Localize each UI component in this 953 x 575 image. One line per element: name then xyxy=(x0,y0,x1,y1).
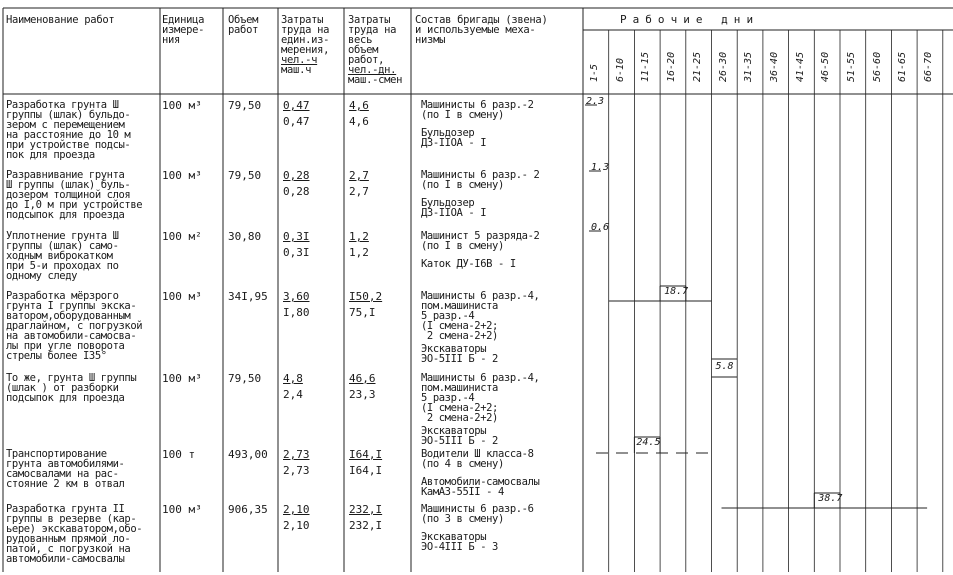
machine-text-line: Экскаваторы xyxy=(421,531,487,543)
work-name-line: подсыпок для проезда xyxy=(6,209,125,221)
unit-value: 100 м³ xyxy=(162,503,202,516)
work-name-line: группы в резерве (кар- xyxy=(6,513,137,525)
work-name-line: Ш группы (шлак) буль- xyxy=(6,179,131,191)
unit-value: 100 м³ xyxy=(162,372,202,385)
duration-label: 24.5 xyxy=(636,437,661,448)
cost-total-value: I64,I xyxy=(349,448,383,461)
unit-value: 100 т xyxy=(162,448,196,461)
work-name-line: на расстояние до 10 м xyxy=(6,129,131,141)
machine-text-line: Автомобили-самосвалы xyxy=(421,476,540,488)
cost-total-machine-value: I64,I xyxy=(349,464,383,477)
work-name-line: при 5-и проходах по xyxy=(6,260,119,272)
header-work-days: Р а б о ч и е д н и xyxy=(620,13,753,26)
unit-value: 100 м³ xyxy=(162,290,202,303)
day-label: 21-25 xyxy=(691,51,703,82)
crew-text-line: 2 смена-2+2) xyxy=(421,330,498,342)
cost-unit-machine-value: I,80 xyxy=(283,306,310,319)
work-name-line: грунта автомобилями- xyxy=(6,458,125,470)
machine-text-line: ДЗ-IIОА - I xyxy=(421,137,487,149)
header-volume-line: Объем xyxy=(228,14,259,26)
header-cost-total-line: чел.-дн. xyxy=(348,64,397,76)
work-name-line: дозером толщиной слоя xyxy=(6,189,131,201)
volume-value: 79,50 xyxy=(228,372,262,385)
unit-value: 100 м³ xyxy=(162,99,202,112)
work-name-line: Разработка грунта Ш xyxy=(6,99,119,111)
work-name-line: рудованным прямой ло- xyxy=(6,533,131,545)
header-volume-line: работ xyxy=(228,24,259,36)
header-cost-unit-line: един.из- xyxy=(281,34,330,46)
cost-total-machine-value: 4,6 xyxy=(349,115,369,128)
cost-total-machine-value: 232,I xyxy=(349,519,383,532)
cost-unit-machine-value: 0,28 xyxy=(283,185,310,198)
work-name-line: группы (шлак) само- xyxy=(6,240,119,252)
cost-total-machine-value: 2,7 xyxy=(349,185,369,198)
machine-text-line: ЭО-4III Б - 3 xyxy=(421,541,498,553)
cost-total-value: 46,6 xyxy=(349,372,376,385)
work-name-line: Разравнивание грунта xyxy=(6,169,125,181)
work-name-line: до I,0 м при устройстве xyxy=(6,199,143,211)
machine-text-line: ЭО-5III Б - 2 xyxy=(421,435,498,447)
crew-text-line: (I смена-2+2; xyxy=(421,320,498,332)
crew-text-line: (по I в смену) xyxy=(421,179,504,191)
unit-value: 100 м² xyxy=(162,230,202,243)
header-cost-total-line: весь xyxy=(348,34,373,46)
cost-total-machine-value: 23,3 xyxy=(349,388,376,401)
volume-value: 30,80 xyxy=(228,230,262,243)
work-name-line: (шлак ) от разборки xyxy=(6,382,119,394)
cost-unit-machine-value: 0,3I xyxy=(283,246,310,259)
work-name-line: при устройстве подсы- xyxy=(6,139,131,151)
volume-value: 906,35 xyxy=(228,503,268,516)
day-label: 61-65 xyxy=(897,51,909,82)
header-cost-total-line: работ, xyxy=(348,54,385,66)
machine-text-line: Бульдозер xyxy=(421,197,475,209)
volume-value: 34I,95 xyxy=(228,290,268,303)
volume-value: 493,00 xyxy=(228,448,268,461)
cost-unit-value: 2,73 xyxy=(283,448,310,461)
day-label: 66-70 xyxy=(923,51,935,82)
work-name-line: пок для проезда xyxy=(6,149,95,161)
day-label: 11-15 xyxy=(640,51,652,82)
duration-label: 0.6 xyxy=(591,222,610,233)
work-name-line: Разработка грунта II xyxy=(6,503,125,515)
crew-text-line: (по I в смену) xyxy=(421,109,504,121)
header-unit-line: измере- xyxy=(162,24,205,36)
day-label: 51-55 xyxy=(846,51,857,82)
work-name-line: драглайном, с погрузкой xyxy=(6,320,143,332)
crew-text-line: Машинисты 6 разр.-4, xyxy=(421,372,540,384)
volume-value: 79,50 xyxy=(228,169,262,182)
crew-text-line: Машинисты 6 разр.-6 xyxy=(421,503,534,515)
header-unit-line: ния xyxy=(162,34,181,46)
day-label: 56-60 xyxy=(871,51,883,82)
header-cost-total-line: маш.-смен xyxy=(348,74,403,86)
work-name-line: зером с перемещением xyxy=(6,119,125,131)
machine-text-line: ДЗ-IIОА - I xyxy=(421,207,487,219)
day-label: 36-40 xyxy=(768,51,780,82)
work-name-line: патой, с погрузкой на xyxy=(6,543,131,555)
work-name-line: одному следу xyxy=(6,270,78,282)
work-name-line: ватором,оборудованным xyxy=(6,310,131,322)
unit-value: 100 м³ xyxy=(162,169,202,182)
crew-text-line: пом.машиниста xyxy=(421,300,498,312)
duration-label: 2.3 xyxy=(586,96,605,107)
duration-label: 38.7 xyxy=(818,493,843,504)
machine-text-line: Экскаваторы xyxy=(421,425,487,437)
day-label: 6-10 xyxy=(614,57,626,82)
work-name-line: лы при угле поворота xyxy=(6,340,125,352)
cost-total-value: 1,2 xyxy=(349,230,369,243)
header-crew-line: низмы xyxy=(415,34,446,46)
header-crew-line: Состав бригады (звена) xyxy=(415,14,548,26)
work-name-line: группы (шлак) бульдо- xyxy=(6,109,131,121)
crew-text-line: (по 3 в смену) xyxy=(421,513,504,525)
cost-total-value: 4,6 xyxy=(349,99,369,112)
duration-label: 5.8 xyxy=(715,361,734,372)
header-cost-unit-line: мерения, xyxy=(281,44,330,56)
crew-text-line: 2 смена-2+2) xyxy=(421,412,498,424)
header-cost-unit-line: чел.-ч xyxy=(281,54,318,66)
work-name-line: То же, грунта Ш группы xyxy=(6,372,137,384)
cost-unit-value: 0,3I xyxy=(283,230,310,243)
work-name-line: подсыпок для проезда xyxy=(6,392,125,404)
header-cost-total-line: Затраты xyxy=(348,14,391,26)
work-name-line: автомобили-самосвалы xyxy=(6,553,125,565)
work-name-line: Уплотнение грунта Ш xyxy=(6,230,119,242)
crew-text-line: Машинист 5 разряда-2 xyxy=(421,230,540,242)
header-cost-unit-line: маш.ч xyxy=(281,64,312,76)
work-name-line: ьере) экскаватором,обо- xyxy=(6,523,143,535)
work-name-line: стрелы более I35° xyxy=(6,350,107,362)
cost-unit-machine-value: 2,10 xyxy=(283,519,310,532)
day-label: 1-5 xyxy=(589,63,600,82)
work-name-line: Разработка мёрзрого xyxy=(6,290,119,302)
machine-text-line: ЭО-5III Б - 2 xyxy=(421,353,498,365)
header-cost-total-line: труда на xyxy=(348,24,397,36)
crew-text-line: (I смена-2+2; xyxy=(421,402,498,414)
cost-unit-value: 2,10 xyxy=(283,503,310,516)
crew-text-line: Машинисты 6 разр.-2 xyxy=(421,99,534,111)
machine-text-line: КамАЗ-55II - 4 xyxy=(421,486,504,498)
crew-text-line: (по I в смену) xyxy=(421,240,504,252)
day-label: 16-20 xyxy=(666,51,678,82)
header-unit-line: Единица xyxy=(162,14,205,26)
cost-unit-value: 3,60 xyxy=(283,290,310,303)
duration-label: 1.3 xyxy=(591,162,610,173)
header-crew-line: и используемые меха- xyxy=(415,24,536,36)
cost-total-value: I50,2 xyxy=(349,290,383,303)
work-name-line: грунта I группы экска- xyxy=(6,300,137,312)
crew-text-line: Машинисты 6 разр.- 2 xyxy=(421,169,540,181)
cost-total-machine-value: 1,2 xyxy=(349,246,369,259)
machine-text-line: Каток ДУ-I6В - I xyxy=(421,258,516,270)
work-name-line: самосвалами на рас- xyxy=(6,468,119,480)
cost-unit-value: 4,8 xyxy=(283,372,303,385)
work-name-line: Транспортирование xyxy=(6,448,107,460)
day-label: 31-35 xyxy=(743,51,755,82)
crew-text-line: Водители Ш класса-8 xyxy=(421,448,534,460)
header-cost-unit-line: труда на xyxy=(281,24,330,36)
volume-value: 79,50 xyxy=(228,99,262,112)
crew-text-line: пом.машиниста xyxy=(421,382,498,394)
duration-label: 18.7 xyxy=(664,286,689,297)
header-cost-unit-line: Затраты xyxy=(281,14,324,26)
work-name-line: ходным виброкатком xyxy=(6,250,113,262)
crew-text-line: Машинисты 6 разр.-4, xyxy=(421,290,540,302)
cost-total-value: 232,I xyxy=(349,503,383,516)
cost-unit-machine-value: 2,4 xyxy=(283,388,303,401)
cost-unit-machine-value: 2,73 xyxy=(283,464,310,477)
work-name-line: стояние 2 км в отвал xyxy=(6,478,125,490)
crew-text-line: 5 разр.-4 xyxy=(421,392,475,404)
day-label: 41-45 xyxy=(794,51,806,82)
header-name: Наименование работ xyxy=(6,14,115,26)
crew-text-line: 5 разр.-4 xyxy=(421,310,475,322)
cost-unit-value: 0,28 xyxy=(283,169,310,182)
work-name-line: на автомобили-самосва- xyxy=(6,330,137,342)
cost-total-value: 2,7 xyxy=(349,169,369,182)
cost-unit-value: 0,47 xyxy=(283,99,310,112)
crew-text-line: (по 4 в смену) xyxy=(421,458,504,470)
cost-total-machine-value: 75,I xyxy=(349,306,376,319)
day-label: 46-50 xyxy=(820,51,832,82)
machine-text-line: Экскаваторы xyxy=(421,343,487,355)
header-cost-total-line: объем xyxy=(348,44,379,56)
cost-unit-machine-value: 0,47 xyxy=(283,115,310,128)
machine-text-line: Бульдозер xyxy=(421,127,475,139)
day-label: 26-30 xyxy=(717,51,729,82)
